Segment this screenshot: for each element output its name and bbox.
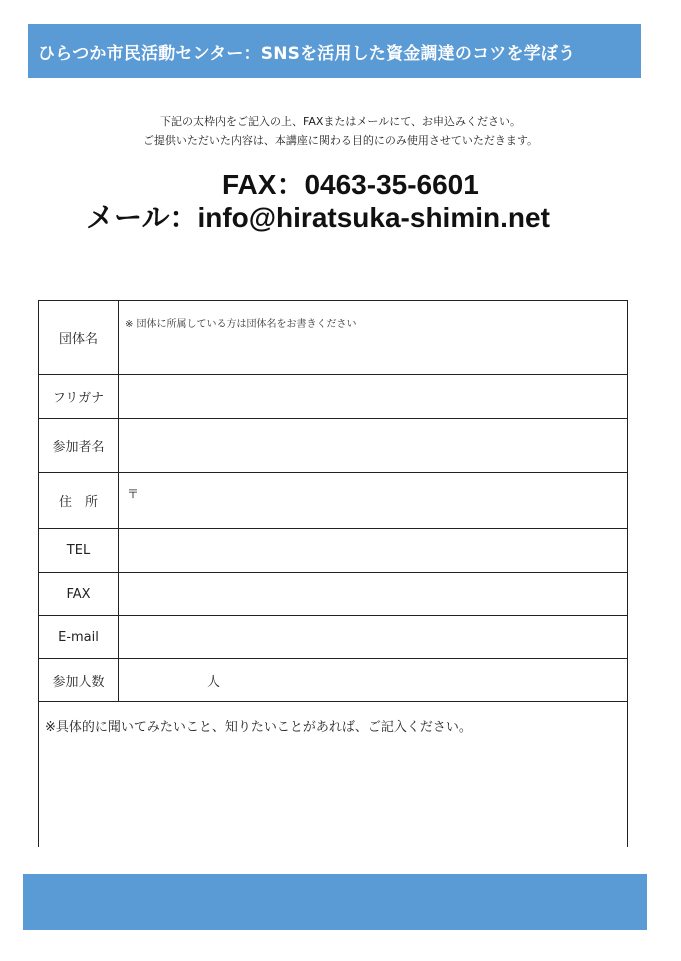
furigana-field[interactable]: [119, 375, 628, 419]
form-row-tel: [39, 529, 628, 573]
tel-field[interactable]: [119, 529, 628, 573]
form-row-email: [39, 616, 628, 659]
email-field[interactable]: [119, 616, 628, 659]
instruction-line-2: ご提供いただいた内容は、本講座に関わる目的にのみ使用させていただきます。: [142, 134, 539, 147]
footer-banner: [23, 874, 647, 930]
instructions: [0, 112, 681, 150]
header-banner: [28, 24, 641, 78]
remarks-field[interactable]: [39, 702, 628, 847]
form-row-address: [39, 473, 628, 529]
fax-field[interactable]: [119, 573, 628, 616]
label-organization: 団体名: [39, 301, 119, 375]
label-tel: TEL: [39, 529, 119, 573]
label-email: E-mail: [39, 616, 119, 659]
attendee-unit: 人: [207, 675, 221, 690]
form-row-participant: [39, 419, 628, 473]
label-furigana: フリガナ: [39, 375, 119, 419]
application-form-table: [38, 300, 628, 847]
fax-number: FAX：0463-35-6601: [222, 169, 479, 200]
organization-field[interactable]: [119, 301, 628, 375]
address-field[interactable]: [119, 473, 628, 529]
form-row-furigana: [39, 375, 628, 419]
form-row-attendees: [39, 659, 628, 702]
form-row-fax: [39, 573, 628, 616]
label-address: 住 所: [39, 473, 119, 529]
form-row-remarks: [39, 702, 628, 847]
email-address: メール：info@hiratsuka-shimin.net: [86, 202, 550, 233]
form-row-organization: [39, 301, 628, 375]
instruction-line-1: 下記の太枠内をご記入の上、FAXまたはメールにて、お申込みください。: [160, 115, 521, 128]
organization-note: ※ 団体に所属している方は団体名をお書きください: [125, 319, 357, 330]
page-title: ひらつか市民活動センター：SNSを活用した資金調達のコツを学ぼう: [38, 43, 576, 64]
remarks-prompt: ※具体的に聞いてみたいこと、知りたいことがあれば、ご記入ください。: [45, 720, 472, 735]
label-attendee-count: 参加人数: [39, 659, 119, 702]
postal-mark: 〒: [127, 487, 140, 501]
attendee-count-field[interactable]: [119, 659, 628, 702]
label-fax: FAX: [39, 573, 119, 616]
participant-name-field[interactable]: [119, 419, 628, 473]
label-participant-name: 参加者名: [39, 419, 119, 473]
